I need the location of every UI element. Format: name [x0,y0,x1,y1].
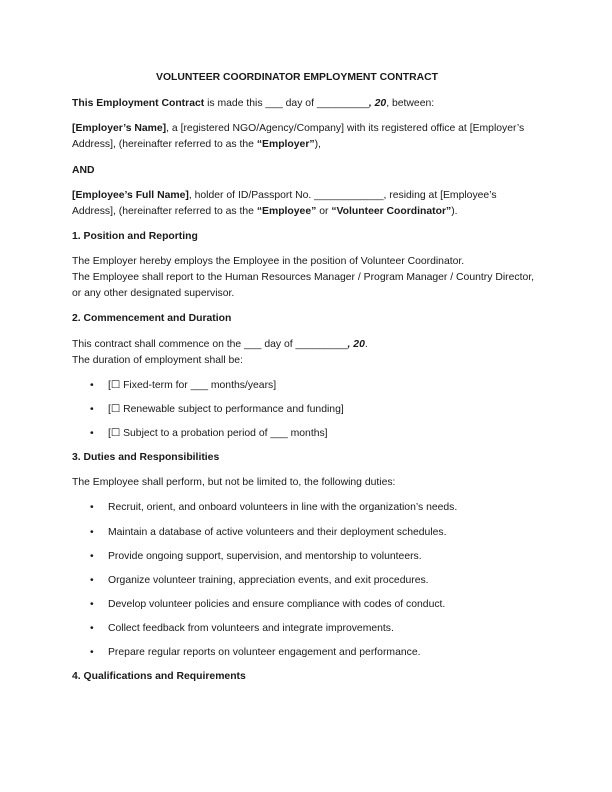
section-2-heading: 2. Commencement and Duration [72,313,232,325]
duty-item: • Collect feedback from volunteers and integrate improvements. [108,621,542,637]
commence-text: This contract shall commence on the ___ day of _________ [72,338,348,350]
section-3-heading: 3. Duties and Responsibilities [72,452,220,464]
document-page [72,70,542,694]
section-2-body [72,337,542,369]
employee-paragraph [72,188,542,220]
employee-name: [Employee’s Full Name] [72,189,189,201]
duration-option: • [☐ Renewable subject to performance and funding] [108,402,542,418]
section-1-line-2: The Employee shall report to the Human Resources Manager / Program Manager / Country Director, or any other designated supervisor. [72,272,535,300]
document-title: VOLUNTEER COORDINATOR EMPLOYMENT CONTRACT [156,72,438,83]
employer-name: [Employer’s Name] [72,123,167,135]
duty-item: • Organize volunteer training, appreciation events, and exit procedures. [108,573,542,589]
duty-item: • Maintain a database of active volunteers and their deployment schedules. [108,525,542,541]
duration-text: The duration of employment shall be: [72,354,243,366]
duration-option: • [☐ Subject to a probation period of ___ months] [108,426,542,442]
commence-end: . [364,338,368,350]
duties-list [72,500,542,661]
intro-text: is made this ___ day of _________ [204,98,369,110]
section-1-heading: 1. Position and Reporting [72,230,198,242]
coordinator-label: “Volunteer Coordinator” [331,205,452,217]
intro-end: , between: [386,98,435,110]
section-3-intro: The Employee shall perform, but not be limited to, the following duties: [72,477,396,489]
duty-item: • Recruit, orient, and onboard volunteers in line with the organization’s needs. [108,500,542,516]
employer-text: , a [registered NGO/Agency/Company] with its registered office at [Employer’s Address], (hereinafter referred to as the [72,123,525,151]
duration-options-list [72,378,542,442]
intro-year: , 20 [368,98,387,110]
employee-label: “Employee” [256,205,317,217]
employee-end: ). [451,205,458,217]
and-separator: AND [72,164,95,176]
employee-text: , holder of ID/Passport No. ____________, residing at [Employee’s Address], (hereinafter referred to as the [72,189,497,217]
section-1-body [72,254,542,302]
duration-option: • [☐ Fixed-term for ___ months/years] [108,378,542,394]
section-1-line-1: The Employer hereby employs the Employee in the position of Volunteer Coordinator. [72,256,465,267]
employee-or: or [316,205,332,217]
intro-bold: This Employment Contract [72,98,205,110]
employer-label: “Employer” [256,139,315,151]
employer-end: ), [314,139,321,151]
employer-paragraph [72,121,542,153]
duty-item: • Develop volunteer policies and ensure compliance with codes of conduct. [108,597,542,613]
intro-paragraph [72,96,542,112]
section-4-heading: 4. Qualifications and Requirements [72,671,246,683]
duty-item: • Provide ongoing support, supervision, and mentorship to volunteers. [108,549,542,565]
duty-item: • Prepare regular reports on volunteer engagement and performance. [108,645,542,661]
commence-year: , 20 [347,338,365,350]
